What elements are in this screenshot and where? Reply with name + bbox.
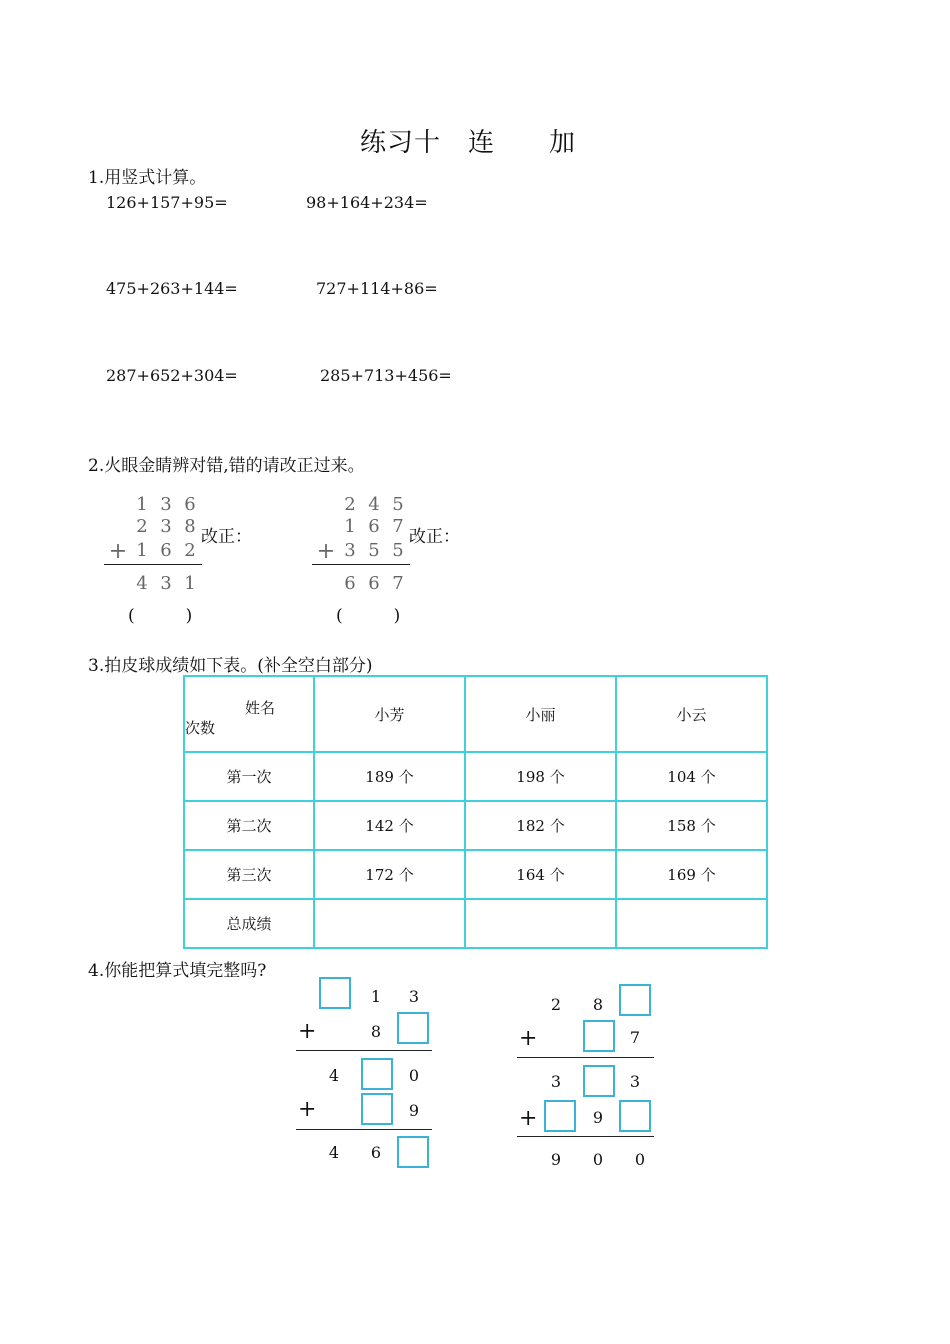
digit: 6 xyxy=(368,573,380,594)
blank-box[interactable] xyxy=(397,1136,429,1168)
digit: 8 xyxy=(370,1022,382,1041)
q3-label: 3.拍皮球成绩如下表。(补全空白部分) xyxy=(88,656,373,676)
table-row xyxy=(184,850,767,899)
score-table xyxy=(183,675,768,949)
fix-label: 改正： xyxy=(201,527,252,547)
digit: 6 xyxy=(160,540,172,561)
blank-cell[interactable] xyxy=(314,899,465,948)
digit: 3 xyxy=(344,540,356,561)
table-cell: 164 个 xyxy=(465,850,616,899)
table-row xyxy=(184,801,767,850)
digit: 3 xyxy=(629,1072,641,1091)
plus-sign: + xyxy=(298,1019,317,1044)
q1-expr-6: 285+713+456= xyxy=(320,366,452,385)
digit: 9 xyxy=(408,1101,420,1120)
blank-box[interactable] xyxy=(361,1058,393,1090)
digit: 5 xyxy=(392,540,404,561)
blank-box[interactable] xyxy=(361,1093,393,1125)
digit: 1 xyxy=(184,573,196,594)
sum-line xyxy=(296,1129,432,1130)
sum-line xyxy=(296,1050,432,1051)
q1-expr-2: 98+164+234= xyxy=(306,193,428,212)
sum-line xyxy=(517,1136,654,1137)
sum-line xyxy=(104,564,202,565)
blank-cell[interactable] xyxy=(616,899,767,948)
digit: 3 xyxy=(160,573,172,594)
q1-expr-3: 475+263+144= xyxy=(106,279,238,298)
blank-box[interactable] xyxy=(397,1012,429,1044)
row-label: 第一次 xyxy=(184,752,314,801)
digit: 5 xyxy=(368,540,380,561)
table-cell: 158 个 xyxy=(616,801,767,850)
digit: 8 xyxy=(184,516,196,537)
blank-box[interactable] xyxy=(619,1100,651,1132)
digit: 8 xyxy=(592,995,604,1014)
digit: 7 xyxy=(392,516,404,537)
table-row xyxy=(184,752,767,801)
digit: 2 xyxy=(344,494,356,515)
digit: 6 xyxy=(344,573,356,594)
q4-label: 4.你能把算式填完整吗? xyxy=(88,961,267,981)
column-header: 小丽 xyxy=(465,676,616,752)
table-header-row xyxy=(184,676,767,752)
digit: 4 xyxy=(368,494,380,515)
digit: 9 xyxy=(550,1150,562,1169)
q1-expr-5: 287+652+304= xyxy=(106,366,238,385)
answer-paren[interactable]: ( ) xyxy=(336,606,401,626)
digit: 1 xyxy=(370,987,382,1006)
digit: 9 xyxy=(592,1108,604,1127)
table-cell: 169 个 xyxy=(616,850,767,899)
answer-paren[interactable]: ( ) xyxy=(128,606,193,626)
digit: 1 xyxy=(136,494,148,515)
digit: 5 xyxy=(392,494,404,515)
q1-expr-1: 126+157+95= xyxy=(106,193,228,212)
table-cell: 182 个 xyxy=(465,801,616,850)
digit: 1 xyxy=(344,516,356,537)
digit: 6 xyxy=(370,1143,382,1162)
digit: 4 xyxy=(136,573,148,594)
row-label: 总成绩 xyxy=(184,899,314,948)
blank-cell[interactable] xyxy=(465,899,616,948)
table-cell: 172 个 xyxy=(314,850,465,899)
blank-box[interactable] xyxy=(319,977,351,1009)
plus-sign: + xyxy=(298,1097,317,1122)
fix-label: 改正： xyxy=(409,527,460,547)
q1-label: 1.用竖式计算。 xyxy=(88,168,207,188)
table-cell: 189 个 xyxy=(314,752,465,801)
column-header: 小云 xyxy=(616,676,767,752)
digit: 7 xyxy=(629,1028,641,1047)
sum-line xyxy=(312,564,410,565)
plus-sign: + xyxy=(316,539,336,564)
digit: 0 xyxy=(408,1066,420,1085)
digit: 6 xyxy=(368,516,380,537)
blank-box[interactable] xyxy=(583,1020,615,1052)
digit: 7 xyxy=(392,573,404,594)
blank-box[interactable] xyxy=(619,984,651,1016)
row-label: 第二次 xyxy=(184,801,314,850)
digit: 3 xyxy=(160,494,172,515)
digit: 1 xyxy=(136,540,148,561)
blank-box[interactable] xyxy=(544,1100,576,1132)
digit: 3 xyxy=(550,1072,562,1091)
digit: 6 xyxy=(184,494,196,515)
table-cell: 142 个 xyxy=(314,801,465,850)
table-diagonal-header xyxy=(184,676,314,752)
digit: 0 xyxy=(592,1150,604,1169)
page-title: 练习十 连 加 xyxy=(360,128,577,158)
row-label: 第三次 xyxy=(184,850,314,899)
table-cell: 198 个 xyxy=(465,752,616,801)
digit: 3 xyxy=(160,516,172,537)
plus-sign: + xyxy=(108,539,128,564)
digit: 2 xyxy=(184,540,196,561)
digit: 2 xyxy=(136,516,148,537)
digit: 0 xyxy=(634,1150,646,1169)
plus-sign: + xyxy=(519,1106,538,1131)
digit: 3 xyxy=(408,987,420,1006)
q2-label: 2.火眼金睛辨对错,错的请改正过来。 xyxy=(88,456,365,476)
table-cell: 104 个 xyxy=(616,752,767,801)
header-count-label: 次数 xyxy=(185,719,216,737)
blank-box[interactable] xyxy=(583,1065,615,1097)
table-row xyxy=(184,899,767,948)
header-name-label: 姓名 xyxy=(245,699,276,717)
digit: 2 xyxy=(550,995,562,1014)
plus-sign: + xyxy=(519,1026,538,1051)
q1-expr-4: 727+114+86= xyxy=(316,279,438,298)
digit: 4 xyxy=(328,1066,340,1085)
column-header: 小芳 xyxy=(314,676,465,752)
sum-line xyxy=(517,1057,654,1058)
digit: 4 xyxy=(328,1143,340,1162)
